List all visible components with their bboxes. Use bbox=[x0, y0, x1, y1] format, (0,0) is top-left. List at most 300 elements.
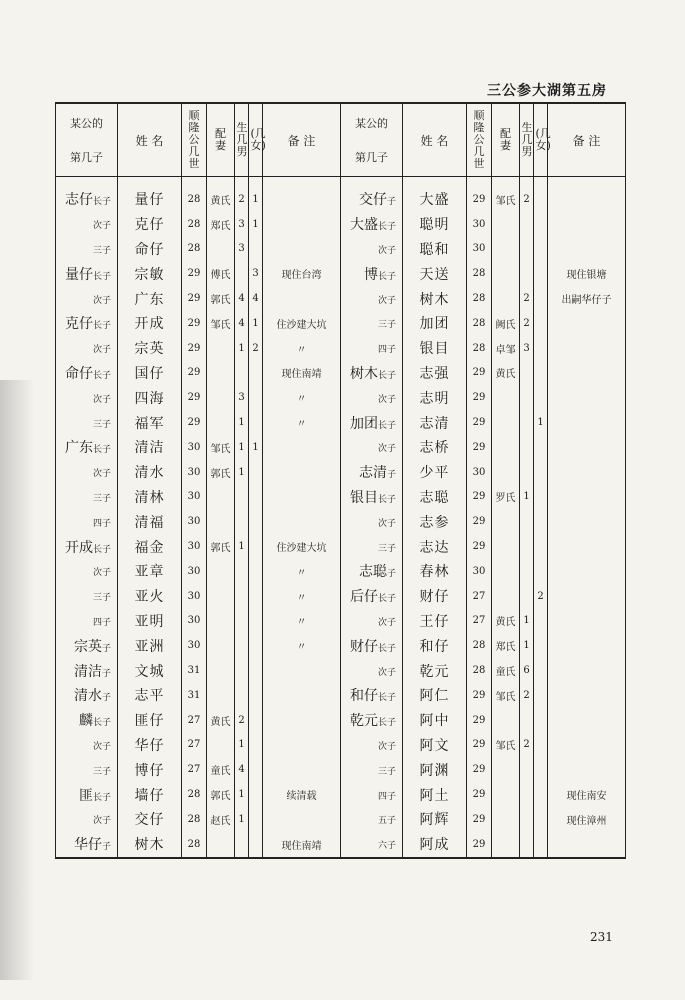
left-generation-cell: 29 bbox=[182, 286, 207, 311]
right-person-name-cell: 阿仁 bbox=[403, 683, 467, 708]
son-rank: 次子 bbox=[377, 617, 396, 628]
table-row bbox=[56, 286, 626, 311]
left-daughters-count-cell bbox=[249, 237, 263, 262]
left-sons-count-cell: 1 bbox=[235, 807, 249, 832]
right-daughters-count-cell bbox=[534, 187, 548, 212]
right-spouse-cell bbox=[492, 832, 520, 858]
right-father-cell bbox=[341, 261, 403, 286]
left-daughters-count-cell: 4 bbox=[249, 286, 263, 311]
right-note-cell: 现住漳州 bbox=[548, 807, 626, 832]
left-person-name-cell: 亚明 bbox=[118, 609, 182, 634]
left-note-cell bbox=[263, 733, 341, 758]
father-name: 志清 bbox=[358, 465, 387, 482]
son-rank: 次子 bbox=[377, 741, 396, 752]
right-generation-cell: 29 bbox=[467, 435, 492, 460]
right-daughters-count-cell bbox=[534, 212, 548, 237]
left-sons-count-cell: 1 bbox=[235, 410, 249, 435]
left-generation-cell: 28 bbox=[182, 832, 207, 858]
right-father-cell bbox=[341, 237, 403, 262]
table-row bbox=[56, 559, 626, 584]
left-generation-cell: 30 bbox=[182, 435, 207, 460]
right-sons-count-cell: 2 bbox=[520, 286, 534, 311]
right-person-name-cell: 志聪 bbox=[403, 485, 467, 510]
header-vertical-text: (几女) bbox=[250, 127, 266, 152]
left-spouse-cell bbox=[207, 361, 235, 386]
right-spouse-cell bbox=[492, 782, 520, 807]
right-person-name-cell: 阿土 bbox=[403, 782, 467, 807]
right-sons-count-cell: 1 bbox=[520, 633, 534, 658]
left-sons-count-cell bbox=[235, 584, 249, 609]
right-sons-count-cell bbox=[520, 708, 534, 733]
right-daughters-count-cell bbox=[534, 460, 548, 485]
page-edge-shadow bbox=[0, 380, 34, 980]
right-father-cell bbox=[341, 187, 403, 212]
right-daughters-count-cell bbox=[534, 708, 548, 733]
left-person-name-cell: 广东 bbox=[118, 286, 182, 311]
son-rank: 次子 bbox=[377, 245, 396, 256]
right-sons-count-cell: 2 bbox=[520, 733, 534, 758]
right-note-cell bbox=[548, 658, 626, 683]
left-person-name-cell: 匪仔 bbox=[118, 708, 182, 733]
left-daughters-count-cell: 1 bbox=[249, 212, 263, 237]
right-note-cell bbox=[548, 534, 626, 559]
left-generation-cell: 29 bbox=[182, 385, 207, 410]
right-spouse-cell bbox=[492, 534, 520, 559]
father-name: 克仔 bbox=[64, 316, 93, 333]
left-spouse-cell: 傅氏 bbox=[207, 261, 235, 286]
header-spacer-row bbox=[56, 177, 626, 188]
right-sons-count-cell bbox=[520, 832, 534, 858]
left-father-cell bbox=[56, 609, 118, 634]
right-note-cell: 出嗣华仔子 bbox=[548, 286, 626, 311]
right-person-name-cell: 聪和 bbox=[403, 237, 467, 262]
left-person-name-cell: 克仔 bbox=[118, 212, 182, 237]
left-sons-count-cell: 4 bbox=[235, 757, 249, 782]
left-person-name-cell: 国仔 bbox=[118, 361, 182, 386]
son-rank: 长子 bbox=[377, 594, 396, 605]
son-rank: 长子 bbox=[377, 420, 396, 431]
left-note-cell: 续清载 bbox=[263, 782, 341, 807]
left-generation-cell: 27 bbox=[182, 757, 207, 782]
right-generation-cell: 29 bbox=[467, 485, 492, 510]
left-father-cell bbox=[56, 708, 118, 733]
son-rank: 次子 bbox=[92, 741, 111, 752]
right-father-cell bbox=[341, 212, 403, 237]
left-generation-cell: 28 bbox=[182, 807, 207, 832]
son-rank: 长子 bbox=[92, 792, 111, 803]
right-daughters-count-cell bbox=[534, 385, 548, 410]
table-row bbox=[56, 807, 626, 832]
son-rank: 子 bbox=[101, 668, 111, 679]
son-rank: 长子 bbox=[92, 271, 111, 282]
left-generation-cell: 30 bbox=[182, 559, 207, 584]
son-rank: 三子 bbox=[92, 419, 111, 430]
left-daughters-count-cell bbox=[249, 534, 263, 559]
son-rank: 四子 bbox=[377, 345, 396, 356]
left-sons-count-cell: 3 bbox=[235, 212, 249, 237]
father-name: 宗英 bbox=[73, 638, 102, 655]
right-sons-count-cell bbox=[520, 385, 534, 410]
right-father-cell bbox=[341, 336, 403, 361]
right-person-name-cell: 少平 bbox=[403, 460, 467, 485]
son-rank: 长子 bbox=[92, 544, 111, 555]
left-father-cell bbox=[56, 237, 118, 262]
right-father-cell bbox=[341, 559, 403, 584]
right-note-cell bbox=[548, 584, 626, 609]
left-note-cell bbox=[263, 757, 341, 782]
right-sons-count-cell bbox=[520, 509, 534, 534]
right-person-name-cell: 志桥 bbox=[403, 435, 467, 460]
right-note-cell bbox=[548, 410, 626, 435]
son-rank: 次子 bbox=[92, 469, 111, 480]
left-sons-count-cell: 1 bbox=[235, 534, 249, 559]
right-sons-count-cell: 1 bbox=[520, 609, 534, 634]
right-person-name-cell: 天送 bbox=[403, 261, 467, 286]
right-generation-cell: 29 bbox=[467, 361, 492, 386]
left-daughters-count-cell bbox=[249, 832, 263, 858]
right-daughters-count-cell bbox=[534, 658, 548, 683]
left-father-cell bbox=[56, 683, 118, 708]
right-person-name-cell: 志强 bbox=[403, 361, 467, 386]
right-sons-count-cell bbox=[520, 807, 534, 832]
son-rank: 长子 bbox=[377, 643, 396, 654]
left-note-cell bbox=[263, 460, 341, 485]
right-spouse-cell bbox=[492, 584, 520, 609]
right-spouse-cell bbox=[492, 460, 520, 485]
table-row bbox=[56, 336, 626, 361]
right-note-cell bbox=[548, 559, 626, 584]
right-spouse-cell: 卓邹 bbox=[492, 336, 520, 361]
table-row bbox=[56, 385, 626, 410]
son-rank: 子 bbox=[386, 470, 396, 481]
left-generation-cell: 30 bbox=[182, 584, 207, 609]
left-sons-count-cell bbox=[235, 261, 249, 286]
left-person-name-cell: 亚洲 bbox=[118, 633, 182, 658]
right-sons-count-cell bbox=[520, 261, 534, 286]
right-header-note: 备 注 bbox=[548, 103, 626, 177]
right-daughters-count-cell bbox=[534, 633, 548, 658]
right-generation-cell: 29 bbox=[467, 187, 492, 212]
right-spouse-cell: 童氏 bbox=[492, 658, 520, 683]
left-father-cell bbox=[56, 658, 118, 683]
left-sons-count-cell bbox=[235, 832, 249, 858]
right-sons-count-cell bbox=[520, 410, 534, 435]
left-person-name-cell: 文城 bbox=[118, 658, 182, 683]
son-rank: 长子 bbox=[377, 222, 396, 233]
left-note-cell bbox=[263, 509, 341, 534]
left-header-sons bbox=[235, 103, 249, 177]
left-generation-cell: 28 bbox=[182, 187, 207, 212]
right-father-cell bbox=[341, 485, 403, 510]
left-person-name-cell: 树木 bbox=[118, 832, 182, 858]
right-father-cell bbox=[341, 311, 403, 336]
son-rank: 五子 bbox=[377, 816, 396, 827]
left-spouse-cell bbox=[207, 683, 235, 708]
father-name: 匪 bbox=[78, 787, 93, 804]
left-sons-count-cell: 1 bbox=[235, 435, 249, 460]
left-generation-cell: 28 bbox=[182, 237, 207, 262]
left-father-cell bbox=[56, 633, 118, 658]
right-header-sons bbox=[520, 103, 534, 177]
left-spouse-cell bbox=[207, 485, 235, 510]
right-sons-count-cell bbox=[520, 559, 534, 584]
right-spouse-cell: 黄氏 bbox=[492, 609, 520, 634]
father-name: 树木 bbox=[349, 365, 378, 382]
right-header-spouse bbox=[492, 103, 520, 177]
table-row bbox=[56, 584, 626, 609]
left-note-cell bbox=[263, 286, 341, 311]
right-daughters-count-cell bbox=[534, 361, 548, 386]
right-person-name-cell: 阿文 bbox=[403, 733, 467, 758]
right-person-name-cell: 志清 bbox=[403, 410, 467, 435]
left-father-cell bbox=[56, 261, 118, 286]
left-spouse-cell bbox=[207, 336, 235, 361]
left-spouse-cell: 郭氏 bbox=[207, 286, 235, 311]
right-note-cell bbox=[548, 683, 626, 708]
right-person-name-cell: 志明 bbox=[403, 385, 467, 410]
left-spouse-cell bbox=[207, 410, 235, 435]
right-daughters-count-cell bbox=[534, 807, 548, 832]
left-person-name-cell: 墙仔 bbox=[118, 782, 182, 807]
left-father-cell bbox=[56, 435, 118, 460]
left-father-cell bbox=[56, 807, 118, 832]
son-rank: 三子 bbox=[92, 493, 111, 504]
left-person-name-cell: 福金 bbox=[118, 534, 182, 559]
left-daughters-count-cell: 3 bbox=[249, 261, 263, 286]
right-note-cell bbox=[548, 509, 626, 534]
father-name: 清水 bbox=[73, 688, 102, 705]
left-father-cell bbox=[56, 361, 118, 386]
right-person-name-cell: 大盛 bbox=[403, 187, 467, 212]
header-vertical-text: 生几男 bbox=[236, 121, 248, 158]
right-generation-cell: 29 bbox=[467, 708, 492, 733]
table-row bbox=[56, 237, 626, 262]
left-sons-count-cell: 1 bbox=[235, 460, 249, 485]
left-note-cell: 现住南靖 bbox=[263, 361, 341, 386]
left-sons-count-cell bbox=[235, 485, 249, 510]
right-father-cell bbox=[341, 782, 403, 807]
father-name: 和仔 bbox=[349, 688, 378, 705]
right-father-cell bbox=[341, 832, 403, 858]
header-vertical-text: 顺隆公几世 bbox=[473, 109, 485, 170]
right-generation-cell: 28 bbox=[467, 633, 492, 658]
right-daughters-count-cell bbox=[534, 832, 548, 858]
right-father-cell bbox=[341, 584, 403, 609]
father-name: 量仔 bbox=[64, 266, 93, 283]
right-daughters-count-cell bbox=[534, 336, 548, 361]
left-father-cell bbox=[56, 336, 118, 361]
table-row bbox=[56, 683, 626, 708]
right-note-cell bbox=[548, 633, 626, 658]
right-father-cell bbox=[341, 361, 403, 386]
right-daughters-count-cell: 1 bbox=[534, 410, 548, 435]
left-note-cell bbox=[263, 683, 341, 708]
right-spouse-cell bbox=[492, 410, 520, 435]
right-father-cell bbox=[341, 410, 403, 435]
left-note-cell bbox=[263, 807, 341, 832]
son-rank: 长子 bbox=[377, 271, 396, 282]
left-daughters-count-cell bbox=[249, 683, 263, 708]
left-generation-cell: 27 bbox=[182, 708, 207, 733]
right-person-name-cell: 和仔 bbox=[403, 633, 467, 658]
father-name: 命仔 bbox=[64, 365, 93, 382]
right-spouse-cell bbox=[492, 807, 520, 832]
left-person-name-cell: 亚章 bbox=[118, 559, 182, 584]
right-spouse-cell bbox=[492, 286, 520, 311]
right-person-name-cell: 王仔 bbox=[403, 609, 467, 634]
son-rank: 次子 bbox=[377, 394, 396, 405]
father-name: 清洁 bbox=[73, 663, 102, 680]
right-spouse-cell: 邹氏 bbox=[492, 733, 520, 758]
left-generation-cell: 27 bbox=[182, 733, 207, 758]
left-header-name: 姓 名 bbox=[118, 103, 182, 177]
left-generation-cell: 28 bbox=[182, 782, 207, 807]
left-generation-cell: 31 bbox=[182, 658, 207, 683]
right-generation-cell: 29 bbox=[467, 534, 492, 559]
left-generation-cell: 29 bbox=[182, 361, 207, 386]
right-daughters-count-cell bbox=[534, 311, 548, 336]
right-daughters-count-cell bbox=[534, 609, 548, 634]
left-sons-count-cell: 2 bbox=[235, 708, 249, 733]
right-generation-cell: 27 bbox=[467, 609, 492, 634]
right-sons-count-cell: 2 bbox=[520, 187, 534, 212]
father-name: 乾元 bbox=[349, 713, 378, 730]
right-note-cell bbox=[548, 385, 626, 410]
son-rank: 次子 bbox=[92, 816, 111, 827]
left-daughters-count-cell bbox=[249, 460, 263, 485]
left-spouse-cell: 邹氏 bbox=[207, 311, 235, 336]
son-rank: 子 bbox=[386, 569, 396, 580]
right-person-name-cell: 阿渊 bbox=[403, 757, 467, 782]
right-person-name-cell: 阿成 bbox=[403, 832, 467, 858]
left-father-cell bbox=[56, 485, 118, 510]
right-father-cell bbox=[341, 385, 403, 410]
left-daughters-count-cell: 1 bbox=[249, 311, 263, 336]
son-rank: 长子 bbox=[377, 693, 396, 704]
left-header-generation bbox=[182, 103, 207, 177]
table-row bbox=[56, 261, 626, 286]
table-row bbox=[56, 832, 626, 858]
father-name: 志仔 bbox=[64, 192, 93, 209]
left-sons-count-cell: 4 bbox=[235, 286, 249, 311]
right-generation-cell: 28 bbox=[467, 311, 492, 336]
right-note-cell bbox=[548, 212, 626, 237]
table-row bbox=[56, 509, 626, 534]
right-person-name-cell: 财仔 bbox=[403, 584, 467, 609]
right-daughters-count-cell bbox=[534, 261, 548, 286]
left-spouse-cell: 黄氏 bbox=[207, 708, 235, 733]
left-note-cell bbox=[263, 187, 341, 212]
right-note-cell: 现住南安 bbox=[548, 782, 626, 807]
son-rank: 三子 bbox=[92, 245, 111, 256]
left-note-cell: 住沙建大坑 bbox=[263, 311, 341, 336]
header-line: 第几子 bbox=[70, 151, 103, 164]
left-daughters-count-cell bbox=[249, 361, 263, 386]
right-note-cell bbox=[548, 311, 626, 336]
left-sons-count-cell: 2 bbox=[235, 187, 249, 212]
left-spouse-cell: 童氏 bbox=[207, 757, 235, 782]
left-person-name-cell: 交仔 bbox=[118, 807, 182, 832]
left-generation-cell: 30 bbox=[182, 460, 207, 485]
right-daughters-count-cell bbox=[534, 559, 548, 584]
left-spouse-cell bbox=[207, 559, 235, 584]
father-name: 志聪 bbox=[358, 564, 387, 581]
father-name: 财仔 bbox=[349, 638, 378, 655]
left-generation-cell: 28 bbox=[182, 212, 207, 237]
left-generation-cell: 30 bbox=[182, 633, 207, 658]
right-daughters-count-cell bbox=[534, 435, 548, 460]
left-daughters-count-cell bbox=[249, 733, 263, 758]
left-person-name-cell: 开成 bbox=[118, 311, 182, 336]
son-rank: 长子 bbox=[92, 197, 111, 208]
son-rank: 次子 bbox=[92, 394, 111, 405]
table-row bbox=[56, 733, 626, 758]
left-generation-cell: 29 bbox=[182, 410, 207, 435]
left-sons-count-cell bbox=[235, 683, 249, 708]
right-generation-cell: 28 bbox=[467, 336, 492, 361]
left-daughters-count-cell bbox=[249, 807, 263, 832]
left-daughters-count-cell: 1 bbox=[249, 187, 263, 212]
left-spouse-cell: 郭氏 bbox=[207, 782, 235, 807]
left-father-cell bbox=[56, 559, 118, 584]
right-father-cell bbox=[341, 435, 403, 460]
right-sons-count-cell bbox=[520, 212, 534, 237]
right-father-cell bbox=[341, 708, 403, 733]
son-rank: 长子 bbox=[377, 370, 396, 381]
right-father-cell bbox=[341, 757, 403, 782]
right-father-cell bbox=[341, 807, 403, 832]
left-sons-count-cell: 1 bbox=[235, 733, 249, 758]
left-generation-cell: 29 bbox=[182, 261, 207, 286]
right-header-generation bbox=[467, 103, 492, 177]
right-sons-count-cell: 2 bbox=[520, 311, 534, 336]
left-daughters-count-cell bbox=[249, 385, 263, 410]
right-sons-count-cell bbox=[520, 460, 534, 485]
right-generation-cell: 28 bbox=[467, 658, 492, 683]
left-note-cell bbox=[263, 658, 341, 683]
right-sons-count-cell: 3 bbox=[520, 336, 534, 361]
right-person-name-cell: 春林 bbox=[403, 559, 467, 584]
table-row bbox=[56, 187, 626, 212]
table-row bbox=[56, 609, 626, 634]
left-generation-cell: 29 bbox=[182, 311, 207, 336]
right-note-cell bbox=[548, 757, 626, 782]
right-father-cell bbox=[341, 460, 403, 485]
right-generation-cell: 29 bbox=[467, 757, 492, 782]
son-rank: 三子 bbox=[92, 593, 111, 604]
left-note-cell bbox=[263, 212, 341, 237]
right-generation-cell: 30 bbox=[467, 559, 492, 584]
right-daughters-count-cell bbox=[534, 534, 548, 559]
right-father-cell bbox=[341, 633, 403, 658]
left-note-cell bbox=[263, 708, 341, 733]
right-father-cell bbox=[341, 509, 403, 534]
left-spouse-cell: 邹氏 bbox=[207, 435, 235, 460]
left-daughters-count-cell bbox=[249, 559, 263, 584]
right-note-cell bbox=[548, 832, 626, 858]
table-row bbox=[56, 782, 626, 807]
left-sons-count-cell bbox=[235, 509, 249, 534]
right-note-cell bbox=[548, 361, 626, 386]
left-daughters-count-cell bbox=[249, 708, 263, 733]
left-person-name-cell: 宗英 bbox=[118, 336, 182, 361]
left-sons-count-cell bbox=[235, 658, 249, 683]
right-person-name-cell: 乾元 bbox=[403, 658, 467, 683]
left-daughters-count-cell bbox=[249, 609, 263, 634]
left-father-cell bbox=[56, 286, 118, 311]
left-note-cell: 〃 bbox=[263, 385, 341, 410]
left-spouse-cell: 黄氏 bbox=[207, 187, 235, 212]
